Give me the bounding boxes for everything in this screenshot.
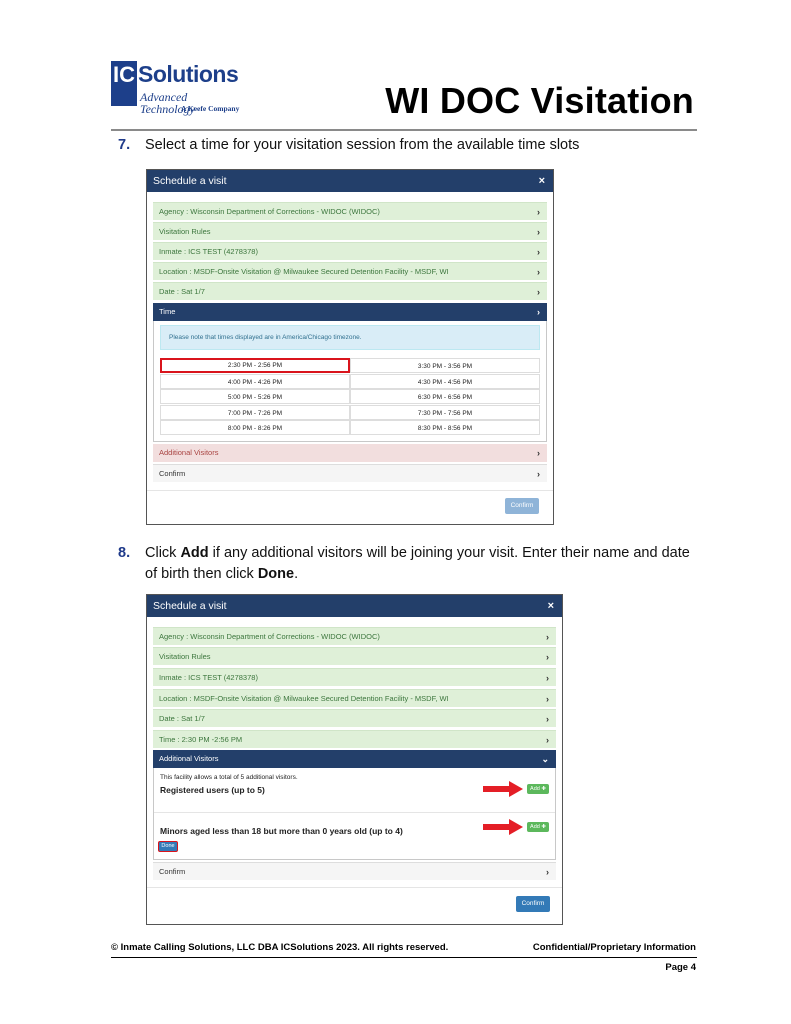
chevron-right-icon: › <box>546 714 549 724</box>
document-title: WI DOC Visitation <box>385 80 694 121</box>
add-label: Add <box>530 824 540 830</box>
time-slot[interactable]: 8:00 PM - 8:26 PM <box>160 420 350 435</box>
chevron-right-icon: › <box>537 227 540 237</box>
date-label: Date : Sat 1/7 <box>159 287 205 296</box>
agency-row[interactable] <box>153 202 547 220</box>
header-rule <box>111 129 697 131</box>
inmate-row[interactable] <box>153 242 547 260</box>
icsolutions-logo <box>111 61 241 117</box>
minors-label: Minors aged less than 18 but more than 0 years old (up to 4) <box>160 826 403 836</box>
additional-label: Additional Visitors <box>159 448 219 457</box>
confirm-row[interactable] <box>153 464 547 482</box>
chevron-right-icon: › <box>537 267 540 277</box>
footer-confidential: Confidential/Proprietary Information <box>532 942 696 953</box>
close-icon[interactable]: × <box>547 600 554 612</box>
step-8-text-a: Click <box>145 545 181 561</box>
step-7-text: Select a time for your visitation session from the available time slots <box>145 137 580 153</box>
schedule-visit-modal-time <box>146 169 554 525</box>
add-minor-button[interactable] <box>527 822 549 832</box>
modal-footer-divider <box>147 887 562 888</box>
location-row[interactable] <box>153 262 547 280</box>
modal-title: Schedule a visit <box>153 175 227 187</box>
schedule-visit-modal-visitors <box>146 594 563 925</box>
confirm-button[interactable]: Confirm <box>505 498 539 514</box>
chevron-right-icon: › <box>546 673 549 683</box>
time-row[interactable] <box>153 303 547 321</box>
done-button[interactable]: Done <box>158 841 178 852</box>
chevron-right-icon: › <box>537 287 540 297</box>
date-row[interactable] <box>153 709 556 727</box>
time-slot[interactable]: 7:30 PM - 7:56 PM <box>350 405 540 420</box>
time-label: Time : 2:30 PM -2:56 PM <box>159 735 243 744</box>
chevron-right-icon: › <box>537 207 540 217</box>
inmate-label: Inmate : ICS TEST (4278378) <box>159 247 258 256</box>
logo-company: A Keefe Company <box>181 104 240 113</box>
logo-divider <box>111 103 137 106</box>
location-row[interactable] <box>153 689 556 707</box>
time-slot[interactable]: 4:00 PM - 4:26 PM <box>160 374 350 389</box>
chevron-right-icon: › <box>546 652 549 662</box>
confirm-button[interactable]: Confirm <box>516 896 550 912</box>
registered-users-label: Registered users (up to 5) <box>160 785 265 795</box>
step-7 <box>118 135 579 156</box>
step-8-number: 8. <box>118 545 131 561</box>
close-icon[interactable]: × <box>538 175 545 187</box>
modal-footer-divider <box>147 490 553 491</box>
date-label: Date : Sat 1/7 <box>159 714 205 723</box>
step-8 <box>118 543 690 585</box>
visitation-rules-row[interactable] <box>153 647 556 665</box>
chevron-right-icon: › <box>546 867 549 877</box>
red-arrow-icon <box>483 781 523 797</box>
step-8-add: Add <box>180 545 209 561</box>
plus-icon: ✚ <box>541 786 546 792</box>
page-number: Page 4 <box>665 962 696 973</box>
timezone-note: Please note that times displayed are in America/Chicago timezone. <box>160 325 540 350</box>
additional-visitors-row[interactable] <box>153 750 556 768</box>
time-slot[interactable]: 5:00 PM - 5:26 PM <box>160 389 350 404</box>
additional-label: Additional Visitors <box>159 754 219 763</box>
add-registered-button[interactable] <box>527 784 549 794</box>
agency-label: Agency : Wisconsin Department of Corrections - WIDOC (WIDOC) <box>159 632 380 641</box>
time-slot[interactable]: 7:00 PM - 7:26 PM <box>160 405 350 420</box>
modal-header <box>147 170 553 192</box>
visitation-rules-row[interactable] <box>153 222 547 240</box>
chevron-right-icon: › <box>537 247 540 257</box>
time-slot[interactable]: 2:30 PM - 2:56 PM <box>160 358 350 373</box>
time-slot[interactable]: 4:30 PM - 4:56 PM <box>350 374 540 389</box>
step-7-number: 7. <box>118 137 131 153</box>
footer-rule <box>111 957 697 958</box>
inmate-label: Inmate : ICS TEST (4278378) <box>159 673 258 682</box>
chevron-right-icon: › <box>537 448 540 458</box>
facility-note: This facility allows a total of 5 additional visitors. <box>160 774 298 781</box>
section-divider <box>154 812 555 813</box>
step-8-text-b: if any additional visitors will be joining your visit. Enter their name and date <box>208 545 690 561</box>
logo-name: Solutions <box>138 61 239 87</box>
chevron-right-icon: › <box>546 735 549 745</box>
time-row[interactable] <box>153 730 556 748</box>
rules-label: Visitation Rules <box>159 227 211 236</box>
inmate-row[interactable] <box>153 668 556 686</box>
time-panel <box>153 321 547 442</box>
step-8-text-d: . <box>294 566 299 582</box>
chevron-right-icon: › <box>546 694 549 704</box>
additional-visitors-row[interactable] <box>153 444 547 462</box>
agency-label: Agency : Wisconsin Department of Corrections - WIDOC (WIDOC) <box>159 207 380 216</box>
plus-icon: ✚ <box>541 824 546 830</box>
footer-copyright: © Inmate Calling Solutions, LLC DBA ICSolutions 2023. All rights reserved. <box>111 942 449 953</box>
red-arrow-icon <box>483 819 523 835</box>
logo-tagline: Advanced Technology <box>140 90 195 116</box>
confirm-label: Confirm <box>159 867 186 876</box>
location-label: Location : MSDF-Onsite Visitation @ Milwaukee Secured Detention Facility - MSDF, WI <box>159 267 449 276</box>
rules-label: Visitation Rules <box>159 652 211 661</box>
modal-header <box>147 595 562 617</box>
chevron-right-icon: › <box>546 632 549 642</box>
add-label: Add <box>530 786 540 792</box>
logo-ic: IC <box>111 61 137 103</box>
location-label: Location : MSDF-Onsite Visitation @ Milwaukee Secured Detention Facility - MSDF, WI <box>159 694 449 703</box>
time-label: Time <box>159 307 176 316</box>
confirm-row[interactable] <box>153 862 556 880</box>
modal-title: Schedule a visit <box>153 600 227 612</box>
date-row[interactable] <box>153 282 547 300</box>
time-slot[interactable]: 8:30 PM - 8:56 PM <box>350 420 540 435</box>
step-8-text-c: of birth then click <box>145 566 258 582</box>
chevron-right-icon: › <box>537 307 540 317</box>
time-slot[interactable]: 3:30 PM - 3:56 PM <box>350 358 540 373</box>
time-slot[interactable]: 6:30 PM - 6:56 PM <box>350 389 540 404</box>
chevron-down-icon: ⌄ <box>541 754 549 764</box>
step-8-done: Done <box>257 566 295 582</box>
chevron-right-icon: › <box>537 469 540 479</box>
agency-row[interactable] <box>153 627 556 645</box>
confirm-label: Confirm <box>159 469 186 478</box>
